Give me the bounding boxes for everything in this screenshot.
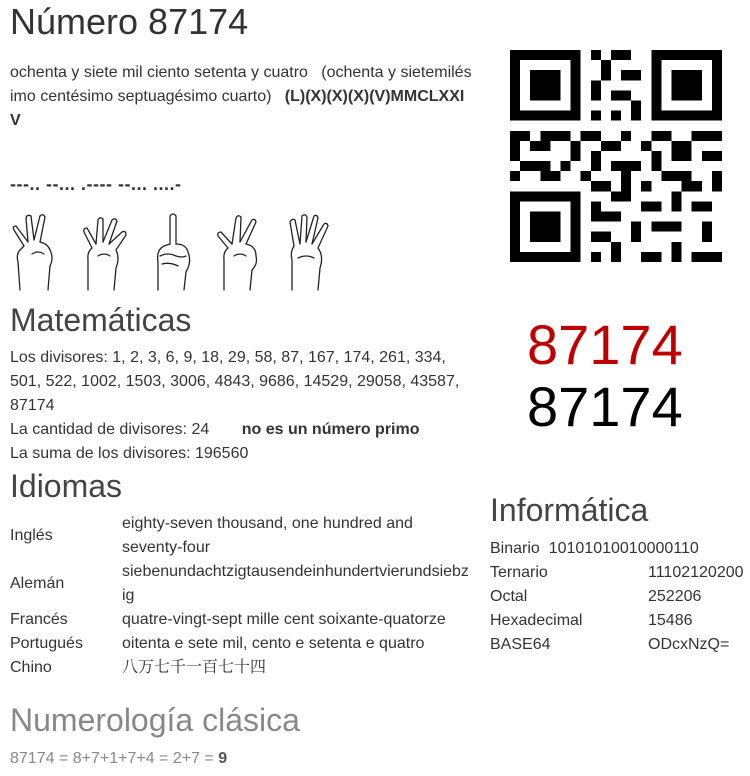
divisor-sum: 196560: [194, 445, 249, 462]
divisor-count: 24: [191, 421, 210, 438]
divisor-sum-label: La suma de los divisores:: [10, 445, 191, 462]
base-value: ODcxNzQ=: [648, 636, 730, 653]
table-row: [10, 608, 472, 632]
divisors-label: Los divisores:: [10, 349, 108, 366]
morse-code: ---.. --... .---- --... ....-: [10, 174, 182, 194]
roman-numeral: (L)(X)(X)(X)(V)MMCLXXIV: [10, 88, 465, 129]
language-text: eighty-seven thousand, one hundred and seventy-four: [122, 515, 413, 556]
divisor-sum-line: [10, 442, 472, 466]
numerology-sum: 87174 = 8+7+1+7+4 = 2+7 =: [10, 750, 214, 767]
languages-section-title: Idiomas: [10, 468, 123, 504]
informatics-section-title: Informática: [490, 492, 649, 528]
number-words: ochenta y siete mil ciento setenta y cuatro: [10, 64, 308, 81]
binary-row: [490, 537, 748, 561]
math-section: [10, 346, 472, 466]
language-name: Portugués: [10, 635, 83, 652]
base-label: Ternario: [490, 564, 548, 581]
base-label: Hexadecimal: [490, 612, 583, 629]
qr-code-icon: [510, 50, 722, 262]
hand-eight-icon: [10, 210, 66, 292]
number-ordinal: (ochenta y sietemilésimo centésimo septuagésimo cuarto): [10, 64, 472, 105]
base-label: Binario: [490, 540, 540, 557]
base-value: 10101010010000110: [548, 540, 699, 557]
language-name: Alemán: [10, 575, 65, 592]
table-row: [10, 560, 472, 608]
number-intro: [10, 61, 472, 133]
number-large-red: 87174: [527, 313, 683, 376]
table-row: [490, 585, 748, 609]
informatics-table: [490, 537, 748, 657]
table-row: [10, 512, 472, 560]
divisor-count-label: La cantidad de divisores:: [10, 421, 187, 438]
base-label: Octal: [490, 588, 528, 605]
table-row: [10, 656, 472, 680]
language-name: Francés: [10, 611, 68, 628]
math-section-title: Matemáticas: [10, 302, 192, 338]
divisor-count-line: [10, 418, 472, 442]
sign-language-hands: [10, 210, 340, 292]
base-value: 11102120200: [648, 564, 744, 581]
hand-seven-icon: [214, 210, 270, 292]
prime-status: no es un número primo: [241, 421, 420, 438]
languages-table: [10, 512, 472, 680]
numerology-section-title: Numerología clásica: [10, 702, 300, 738]
table-row: [490, 537, 748, 561]
divisors-list: 1, 2, 3, 6, 9, 18, 29, 58, 87, 167, 174, 261, 334, 501, 522, 1002, 1503, 3006, 4843, 9686, 14529, 29058, 43587, 87174: [10, 349, 460, 414]
base-label: BASE64: [490, 636, 551, 653]
table-row: [490, 561, 748, 585]
hand-seven-icon: [78, 210, 134, 292]
hand-one-icon: [146, 210, 202, 292]
language-name: Inglés: [10, 527, 53, 544]
language-text: siebenundachtzigtausendeinhundertvierundsiebzig: [122, 563, 469, 604]
page-title: Número 87174: [10, 1, 249, 42]
number-large-black: 87174: [527, 375, 683, 438]
language-text: oitenta e sete mil, cento e setenta e quatro: [122, 635, 425, 652]
hand-four-icon: [282, 210, 338, 292]
table-row: [490, 633, 748, 657]
table-row: [10, 632, 472, 656]
language-name: Chino: [10, 659, 52, 676]
language-text: quatre-vingt-sept mille cent soixante-quatorze: [122, 611, 446, 628]
base-value: 252206: [648, 588, 702, 605]
numerology-equation: [10, 747, 227, 771]
language-text: 八万七千一百七十四: [122, 659, 267, 676]
base-value: 15486: [648, 612, 693, 629]
table-row: [490, 609, 748, 633]
divisors-line: [10, 346, 472, 418]
numerology-result: 9: [218, 750, 228, 767]
